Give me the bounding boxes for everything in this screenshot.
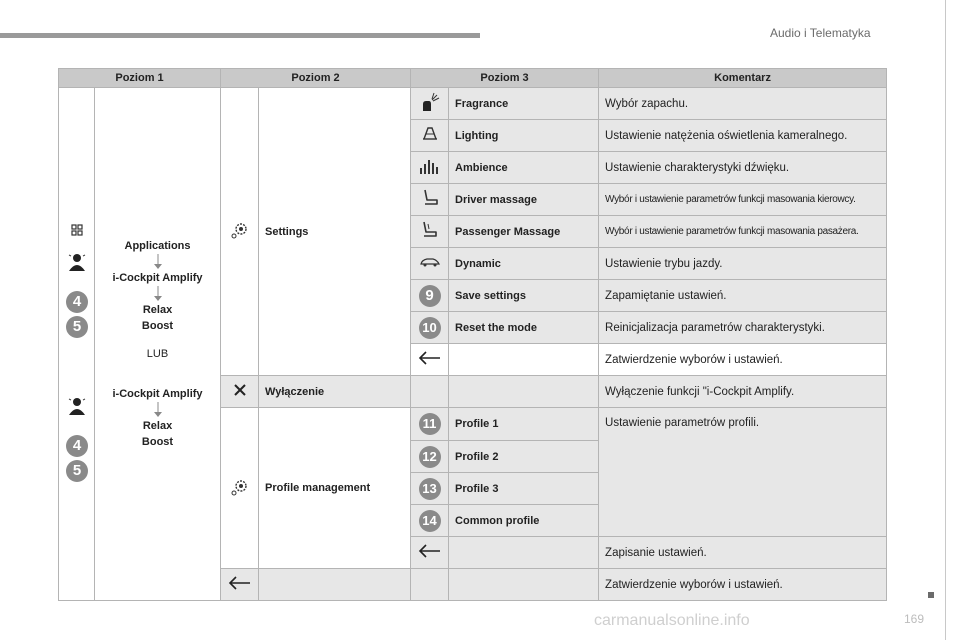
section-title: Audio i Telematyka [770,26,871,40]
passenger-massage-comment: Wybór i ustawienie parametrów funkcji masowania pasażera. [599,216,887,248]
menu-boost: Boost [141,320,174,332]
profiles-comment: Ustawienie parametrów profili. [599,408,887,537]
back-arrow-icon [228,581,252,593]
menu-applications: Applications [124,240,191,252]
driver-person-icon [59,397,95,418]
driver-massage-icon-cell [411,184,449,216]
dynamic-label: Dynamic [449,248,599,280]
profile2-badge-cell [411,441,449,473]
apps-grid-icon [59,224,95,239]
down-arrow-icon [101,254,214,270]
or-label: LUB [146,348,169,360]
badge-9: 9 [419,285,441,307]
ambience-icon [419,165,441,177]
menu-table [58,68,887,601]
dynamic-icon-cell [411,248,449,280]
menu-amplify: i-Cockpit Amplify [112,272,203,284]
fragrance-icon-cell [411,88,449,120]
reset-mode-badge-cell [411,312,449,344]
level1-icons-cell [59,88,95,601]
profile1-label: Profile 1 [449,408,599,441]
save-settings-badge-cell [411,280,449,312]
lighting-icon [420,134,440,146]
confirm-comment: Zatwierdzenie wyborów i ustawień. [599,344,887,376]
passenger-massage-icon-cell [411,216,449,248]
menu-amplify-alt: i-Cockpit Amplify [112,388,203,400]
fragrance-icon [420,103,440,115]
badge-4: 4 [59,291,95,313]
passenger-massage-label: Passenger Massage [449,216,599,248]
save-settings-label: Save settings [449,280,599,312]
settings-gear-icon [231,230,249,242]
fragrance-comment: Wybór zapachu. [599,88,887,120]
ambience-label: Ambience [449,152,599,184]
badge-11: 11 [419,413,441,435]
down-arrow-icon [101,402,214,418]
off-label: Wyłączenie [259,376,411,408]
level1-menu-cell [95,88,221,601]
badge-5: 5 [59,460,95,482]
menu-relax: Relax [142,304,173,316]
lighting-label: Lighting [449,120,599,152]
car-icon [419,259,441,271]
profile1-badge-cell [411,408,449,441]
header-comment: Komentarz [599,69,887,88]
badge-5: 5 [59,316,95,338]
final-icon-cell [221,569,259,601]
profile-save-comment: Zapisanie ustawień. [599,537,887,569]
final-comment: Zatwierdzenie wyborów i ustawień. [599,569,887,601]
seat-icon [420,230,440,242]
badge-13: 13 [419,478,441,500]
badge-12: 12 [419,446,441,468]
profile3-badge-cell [411,473,449,505]
table-header [59,69,887,88]
seat-icon [420,198,440,210]
ambience-icon-cell [411,152,449,184]
common-profile-badge-cell [411,505,449,537]
menu-relax-alt: Relax [142,420,173,432]
common-profile-label: Common profile [449,505,599,537]
driver-person-icon [59,253,95,274]
profile-management-label: Profile management [259,408,411,569]
driver-massage-label: Driver massage [449,184,599,216]
profile-icon-cell [221,408,259,569]
reset-mode-label: Reset the mode [449,312,599,344]
header-level1: Poziom 1 [59,69,221,88]
off-icon-cell [221,376,259,408]
off-comment: Wyłączenie funkcji "i-Cockpit Amplify. [599,376,887,408]
profile3-label: Profile 3 [449,473,599,505]
settings-icon-cell [221,88,259,376]
footer-marker [928,592,934,598]
back-arrow-icon [418,549,442,561]
save-settings-comment: Zapamiętanie ustawień. [599,280,887,312]
badge-14: 14 [419,510,441,532]
lighting-comment: Ustawienie natężenia oświetlenia kameralnego. [599,120,887,152]
header-bar [0,33,480,38]
confirm-icon-cell [411,344,449,376]
table-row [59,88,887,120]
page-number: 169 [904,612,925,626]
confirm-label [449,344,599,376]
ambience-comment: Ustawienie charakterystyki dźwięku. [599,152,887,184]
header-level2: Poziom 2 [221,69,411,88]
reset-mode-comment: Reinicjalizacja parametrów charakterystyki. [599,312,887,344]
watermark: carmanualsonline.info [594,612,750,629]
badge-4: 4 [59,435,95,457]
header-level3: Poziom 3 [411,69,599,88]
close-icon [234,387,246,399]
lighting-icon-cell [411,120,449,152]
profile2-label: Profile 2 [449,441,599,473]
dynamic-comment: Ustawienie trybu jazdy. [599,248,887,280]
page-edge-rule [945,0,946,640]
fragrance-label: Fragrance [449,88,599,120]
settings-label: Settings [259,88,411,376]
menu-boost-alt: Boost [141,436,174,448]
settings-gear-icon [231,487,249,499]
badge-10: 10 [419,317,441,339]
driver-massage-comment: Wybór i ustawienie parametrów funkcji masowania kierowcy. [599,184,887,216]
profile-save-icon-cell [411,537,449,569]
down-arrow-icon [101,286,214,302]
back-arrow-icon [418,356,442,368]
